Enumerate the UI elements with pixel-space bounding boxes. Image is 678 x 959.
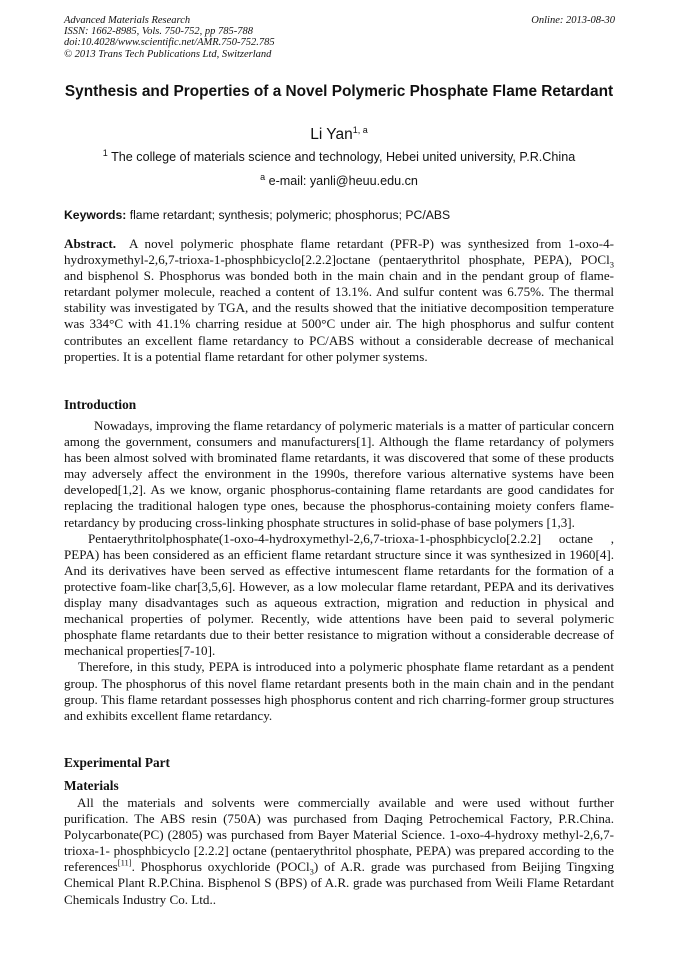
keywords-text: flame retardant; synthesis; polymeric; phosphorus; PC/ABS [129,208,451,222]
materials-text-c: ) of A.R. grade was purchased from Beijing Tingxing Chemical Plant R.P.China. Bisphenol S (BPS) of A.R. grade was purchased from Weili Flame Retardant Chemicals Industry Co. Ltd.. [64,859,614,907]
author-superscript: 1, a [352,124,368,135]
abstract-text-b: and bisphenol S. Phosphorus was bonded both in the main chain and in the pendant group of flame-retardant polymer molecule, reached a content of 13.1%. And sulfur content was 6.75%. The thermal stability was investigated by TGA, and the results showed that the initiative decomposition temperature was 334°C with 41.1% charring residue at 500°C under air. The high phosphorus and sulfur content contributes an excellent flame retardancy to PC/ABS without a considerable decrease of mechanical properties. It is a potential flame retardant for other polymer systems. [64,268,614,364]
doi-line[interactable]: doi:10.4028/www.scientific.net/AMR.750-752.785 [64,37,275,49]
online-date: Online: 2013-08-30 [531,15,615,26]
abstract-label: Abstract. [64,236,116,251]
abstract [64,236,614,365]
journal-header [64,15,275,60]
reference-superscript: [11] [117,858,132,869]
email-line [64,171,614,188]
paper-title: Synthesis and Properties of a Novel Polymeric Phosphate Flame Retardant [64,83,614,100]
intro-paragraph-2: Pentaerythritolphosphate(1-oxo-4-hydroxymethyl-2,6,7-trioxa-1-phosphbicyclo[2.2.2] octane , PEPA) has been considered as an efficient flame retardant structure since it was synthesized in 1960[4]. And its derivatives have been served as effective intumescent flame retardants for the formation of a protective foam-like char[3,5,6]. However, as a low molecular flame retardant, PEPA and its derivatives display many disadvantages such as aqueous extraction, migration and reduction in physical and mechanical properties of polymer. Recently, wide attentions have been paid to several polymeric phosphate flame retardants due to their better resistance to migration without a considerable decrease of mechanical properties[7-10]. [64,530,614,659]
affiliation [64,147,614,164]
materials-text-b: . Phosphorus oxychloride (POCl [131,859,310,875]
intro-paragraph-3: Therefore, in this study, PEPA is introduced into a polymeric phosphate flame retardant as a pendent group. The phosphorus of this novel flame retardant presents both in the main chain and in the pendant group. This flame retardant possesses high phosphorus content and rich charring-former group structures and exhibits excellent flame retardancy. [64,659,614,723]
materials-heading: Materials [64,778,119,793]
issn-line: ISSN: 1662-8985, Vols. 750-752, pp 785-788 [64,26,253,38]
keywords [64,208,614,222]
materials-body [64,795,614,908]
author-name: Li Yan [310,126,353,143]
email-superscript: a [260,171,266,182]
materials-text-a: All the materials and solvents were commercially available and were used without further purification. The ABS resin (750A) was purchased from Daqing Petrochemical Factory, P.R.China. Polycarbonate(PC) (2805) was purchased from Bayer Material Science. 1-oxo-4-hydroxy methyl-2,6,7-trioxa-1- phosphbicyclo [2.2.2] octane (pentaerythritol phosphate, PEPA) was prepared according to the references [64,795,614,875]
email-text[interactable]: e-mail: yanli@heuu.edu.cn [268,174,418,188]
abstract-text-a: A novel polymeric phosphate flame retardant (PFR-P) was synthesized from 1-oxo-4-hydroxymethyl-2,6,7-trioxa-1-phosphbicyclo[2.2.2]octane (pentaerythritol phosphate, PEPA), POCl [64,236,614,268]
abstract-subscript: 3 [609,259,614,270]
materials-subscript: 3 [309,866,314,877]
affiliation-text: The college of materials science and technology, Hebei united university, P.R.China [111,150,576,164]
introduction-heading: Introduction [64,397,137,412]
intro-paragraph-1: Nowadays, improving the flame retardancy of polymeric materials is a matter of particular concern among the government, consumers and manufacturers[1]. Although the flame retardancy of polymers has been almost solved with brominated flame retardants, it was discovered that some of these products may adversely affect the environment in the 1990s, therefore various alternative systems have been developed[1,2]. As we know, organic phosphorus-containing flame retardants are good candidates for replacing the traditional halogen type ones, because the phosphorus-containing moiety confers flame-retardancy by producing cross-linking phosphate structures in solid-phase of base polymers [1,3]. [64,418,614,530]
experimental-heading: Experimental Part [64,755,170,770]
affiliation-superscript: 1 [102,147,108,158]
introduction-body [64,418,614,724]
author-line [64,126,614,144]
journal-name: Advanced Materials Research [64,15,191,26]
keywords-label: Keywords: [64,208,127,222]
copyright-line: © 2013 Trans Tech Publications Ltd, Switzerland [64,48,272,60]
